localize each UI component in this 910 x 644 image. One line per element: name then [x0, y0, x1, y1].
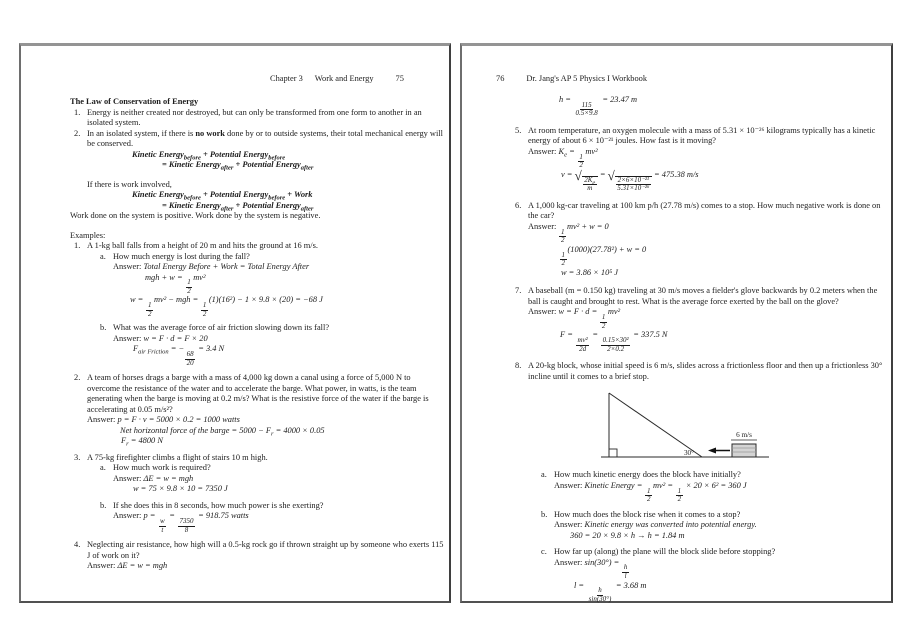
right-page-header: [496, 74, 647, 83]
fraction: $\frac{1}{2}$: [147, 301, 152, 318]
right-angle-marker: [609, 449, 617, 457]
spacer: [511, 278, 885, 286]
lettered-subitem: [100, 323, 444, 334]
item-number: 4.: [74, 540, 81, 550]
item-number: 8.: [515, 361, 522, 371]
text-line: Answer: Kinetic Energy = $\frac{1}{2}$ mv² = $\frac{1}{2}$ × 20 × 6² = 360 J: [554, 480, 747, 504]
item-text: A team of horses drags a barge with a mass of 4,000 kg down a canal using a force of 5,000 N to overcome the resistance of the water and to accelerate the barge. What power, in watts, is the team generating when the barge is moving at 0.2 m/s? What is the resistive force of the water if the barge is accelerating at 0.05 m/s²?: [87, 373, 429, 414]
numbered-item: [515, 201, 885, 222]
item-number: a.: [100, 463, 106, 473]
fraction: $\frac{1}{2}$: [646, 486, 651, 504]
angle-label: 30°: [683, 449, 694, 458]
formula-line: $F_r = 4800$ N: [121, 436, 163, 449]
item-text: A baseball (m = 0.150 kg) traveling at 30 m/s moves a fielder's glove backwards by 0.2 meters when the ball is caught and brought to rest. What is the average force exerted by the ball on the glove?: [528, 286, 878, 306]
fraction: $\frac{2K_e}{m}$: [582, 176, 598, 193]
item-text: How far up (along) the plane will the block slide before stopping?: [554, 547, 776, 557]
block: [732, 444, 756, 457]
fraction: $\frac{\text{mv²}}{2d}$: [577, 336, 588, 353]
spacer: [70, 171, 444, 180]
left-page-content: [70, 97, 444, 572]
radical-sign: √: [607, 167, 615, 183]
incline-diagram: [597, 387, 885, 463]
fraction: $\frac{1}{2}$: [677, 486, 682, 504]
numbered-item: [515, 361, 885, 382]
numbered-item: [74, 373, 444, 415]
item-text: How much kinetic energy does the block have initially?: [554, 470, 741, 480]
item-text: How much energy is lost during the fall?: [113, 251, 250, 261]
fraction: $\frac{h}{l}$: [623, 563, 628, 581]
book-title: Dr. Jang's AP 5 Physics I Workbook: [526, 74, 648, 83]
equation-line: Kinetic Energy$_{before}$ + Potential Energy$_{before}$: [132, 149, 286, 162]
text-line: Answer: Total Energy Before + Work = Total Energy After: [113, 262, 310, 271]
incline-diagram-svg: [597, 387, 772, 463]
formula-line: mgh + w = $\frac{1}{2}$ mv²: [145, 272, 206, 295]
text-line: Work done on the system is positive. Work done by the system is negative.: [70, 211, 321, 220]
text-line: Answer: ΔE = w = mgh: [113, 473, 194, 483]
item-number: 1.: [74, 241, 81, 250]
speed-label: 6 m/s: [736, 431, 752, 440]
item-text: In an isolated system, if there is no work done by or to outside systems, their total mechanical energy will be conserved.: [87, 128, 443, 148]
item-number: 2.: [74, 128, 81, 138]
fraction: $\frac{\text{0.15×30²}}{2\times 0.2}$: [602, 336, 629, 353]
spacer: [511, 353, 885, 361]
text-line: Answer: sin(30°) = $\frac{h}{l}$: [554, 558, 885, 581]
item-number: 2.: [74, 373, 81, 383]
text-line: Answer: w = F · d = F × 20: [113, 333, 208, 343]
item-number: b.: [541, 509, 548, 519]
left-page-number: 75: [395, 74, 404, 83]
text-line: Answer: p = $\frac{w}{t}$ = $\frac{7350}{8}$ = 918.75 watts: [113, 511, 249, 534]
item-text: How much does the block rise when it comes to a stop?: [554, 509, 741, 519]
equation-line: = Kinetic Energy$_{after}$ + Potential Energy$_{after}$: [162, 160, 314, 172]
fraction: $\frac{h}{\sin(30^\circ)}$: [588, 586, 612, 604]
item-text: How much work is required?: [113, 463, 211, 473]
item-number: b.: [100, 500, 107, 510]
formula-line: $F_{air Friction}$ = − $\frac{68}{20}$ = 3.4 N: [133, 344, 225, 367]
item-text: A 75-kg firefighter climbs a flight of stairs 10 m high.: [87, 452, 268, 462]
hypotenuse: [609, 393, 702, 457]
item-number: b.: [100, 323, 107, 333]
item-number: a.: [100, 251, 106, 261]
text-line: Answer: Kinetic energy was converted into potential energy.: [554, 520, 757, 530]
chapter-title: Work and Energy: [314, 74, 374, 83]
lettered-subitem: [100, 463, 444, 474]
item-text: A 1-kg ball falls from a height of 20 m and hits the ground at 16 m/s.: [87, 241, 318, 250]
section-heading: The Law of Conservation of Energy: [70, 97, 199, 106]
text-line: Examples:: [70, 230, 106, 240]
lettered-subitem: [541, 470, 885, 481]
velocity-arrow-head: [708, 448, 716, 454]
equation-line: Kinetic Energy$_{before}$ + Potential Energy$_{before}$ + Work: [132, 190, 313, 202]
text-line: Answer: ΔE = w = mgh: [87, 561, 168, 571]
item-text: Neglecting air resistance, how high will a 0.5-kg rock go if thrown straight up by someone who exerts 115 J of work on it?: [87, 540, 444, 560]
item-text: At room temperature, an oxygen molecule with a mass of 5.31 × 10⁻²⁶ kilograms typically has a kinetic energy of about 6 × 10⁻²¹ joules. How fast is it moving?: [528, 125, 876, 146]
lettered-subitem: [541, 547, 885, 558]
fraction: $\frac{1}{2}$: [187, 278, 191, 295]
fraction: $\frac{1}{2}$: [202, 301, 207, 318]
spacer: [511, 118, 885, 126]
fraction: $\frac{68}{20}$: [186, 350, 194, 367]
numbered-item: [515, 126, 885, 147]
right-page-number: 76: [496, 74, 505, 83]
item-number: 3.: [74, 452, 81, 462]
numbered-item: [74, 108, 444, 129]
spacer: [511, 193, 885, 201]
fraction: $\frac{w}{t}$: [160, 517, 165, 534]
item-number: 5.: [515, 125, 522, 135]
numbered-item: [515, 286, 885, 307]
fraction: $\frac{115}{0.5\times 9.8}$: [575, 100, 598, 118]
fraction: $\frac{1}{2}$: [560, 227, 565, 245]
item-number: 1.: [74, 107, 81, 117]
formula-line: w = 75 × 9.8 × 10 = 7350 J: [133, 484, 228, 494]
fraction: $\frac{1}{2}$: [579, 152, 583, 170]
text-line: If there is work involved,: [87, 179, 172, 189]
item-text: A 20-kg block, whose initial speed is 6 m/s, slides across a frictionless floor and then up a frictionless 30° incline until it comes to a brief stop.: [528, 361, 883, 381]
item-text: Energy is neither created nor destroyed, but can only be transformed from one form to another in an isolated system.: [87, 107, 422, 127]
text-line: Answer: $\frac{1}{2}$ mv² + w = 0: [528, 221, 609, 245]
right-page-content: [511, 95, 885, 604]
formula-line: w = 3.86 × 10⁵ J: [561, 267, 619, 277]
fraction: $\frac{7350}{8}$: [179, 517, 194, 534]
item-text: What was the average force of air friction slowing down its fall?: [113, 323, 330, 333]
numbered-item: [74, 129, 444, 150]
text-line: Answer: p = F · v = 5000 × 0.2 = 1000 watts: [87, 415, 240, 425]
text-line: Answer: w = F · d = $\frac{1}{2}$ mv²: [528, 307, 621, 330]
left-page-header: [270, 74, 404, 83]
formula-line: h = $\frac{115}{0.5\times 9.8}$ = 23.47 m: [559, 95, 638, 118]
numbered-item: [74, 241, 444, 252]
formula-line: $\frac{1}{2}$ (1000)(27.78²) + w = 0: [559, 245, 885, 268]
fraction: $\frac{1}{2}$: [561, 250, 565, 268]
numbered-item: [74, 540, 444, 561]
item-text: A 1,000 kg-car traveling at 100 km p/h (27.78 m/s) comes to a stop. How much negative work is done on the car?: [528, 200, 881, 221]
left-page: [19, 43, 451, 603]
formula-line: w = $\frac{1}{2}$ mv² − mgh = $\frac{1}{2}$ (1)(16²) − 1 × 9.8 × (20) = −68 J: [130, 295, 323, 318]
right-page: [460, 43, 893, 603]
numbered-item: [74, 453, 444, 464]
fraction: $\frac{\text{2×6×10⁻²¹}}{\text{5.31×10⁻²⁶}}$: [615, 176, 652, 193]
equation-line: = Kinetic Energy$_{after}$ + Potential Energy$_{after}$: [162, 200, 314, 213]
radical-sign: √: [574, 167, 582, 183]
item-number: a.: [541, 470, 547, 480]
formula-line: v = √ $\frac{2K_e}{m}$ = √ $\frac{\text{2×6×10⁻²¹}}{\text{5.31×10⁻²⁶}}$ = 475.38 m/s: [561, 167, 699, 193]
lettered-subitem: [541, 510, 885, 521]
item-text: If she does this in 8 seconds, how much power is she exerting?: [113, 500, 324, 510]
item-number: 6.: [515, 200, 522, 210]
spacer: [70, 222, 444, 231]
text-line: Answer: $K_e$ = $\frac{1}{2}$ mv²: [528, 146, 598, 170]
lettered-subitem: [100, 501, 444, 512]
fraction: $\frac{1}{2}$: [601, 313, 606, 330]
formula-line: F = $\frac{\text{mv²}}{2d}$ = $\frac{\text{0.15×30²}}{2\times 0.2}$ = 337.5 N: [560, 330, 668, 353]
formula-line: Net horizontal force of the barge = $5000 - F_r = 4000 \times 0.05$: [120, 425, 325, 438]
lettered-subitem: [100, 252, 444, 263]
item-number: 7.: [515, 286, 522, 296]
item-number: c.: [541, 547, 547, 557]
formula-line: l = $\frac{h}{\sin(30^\circ)}$ = 3.68 m: [574, 580, 647, 604]
chapter-label: Chapter 3: [270, 74, 303, 83]
formula-line: 360 = 20 × 9.8 × h → h = 1.84 m: [570, 530, 685, 540]
